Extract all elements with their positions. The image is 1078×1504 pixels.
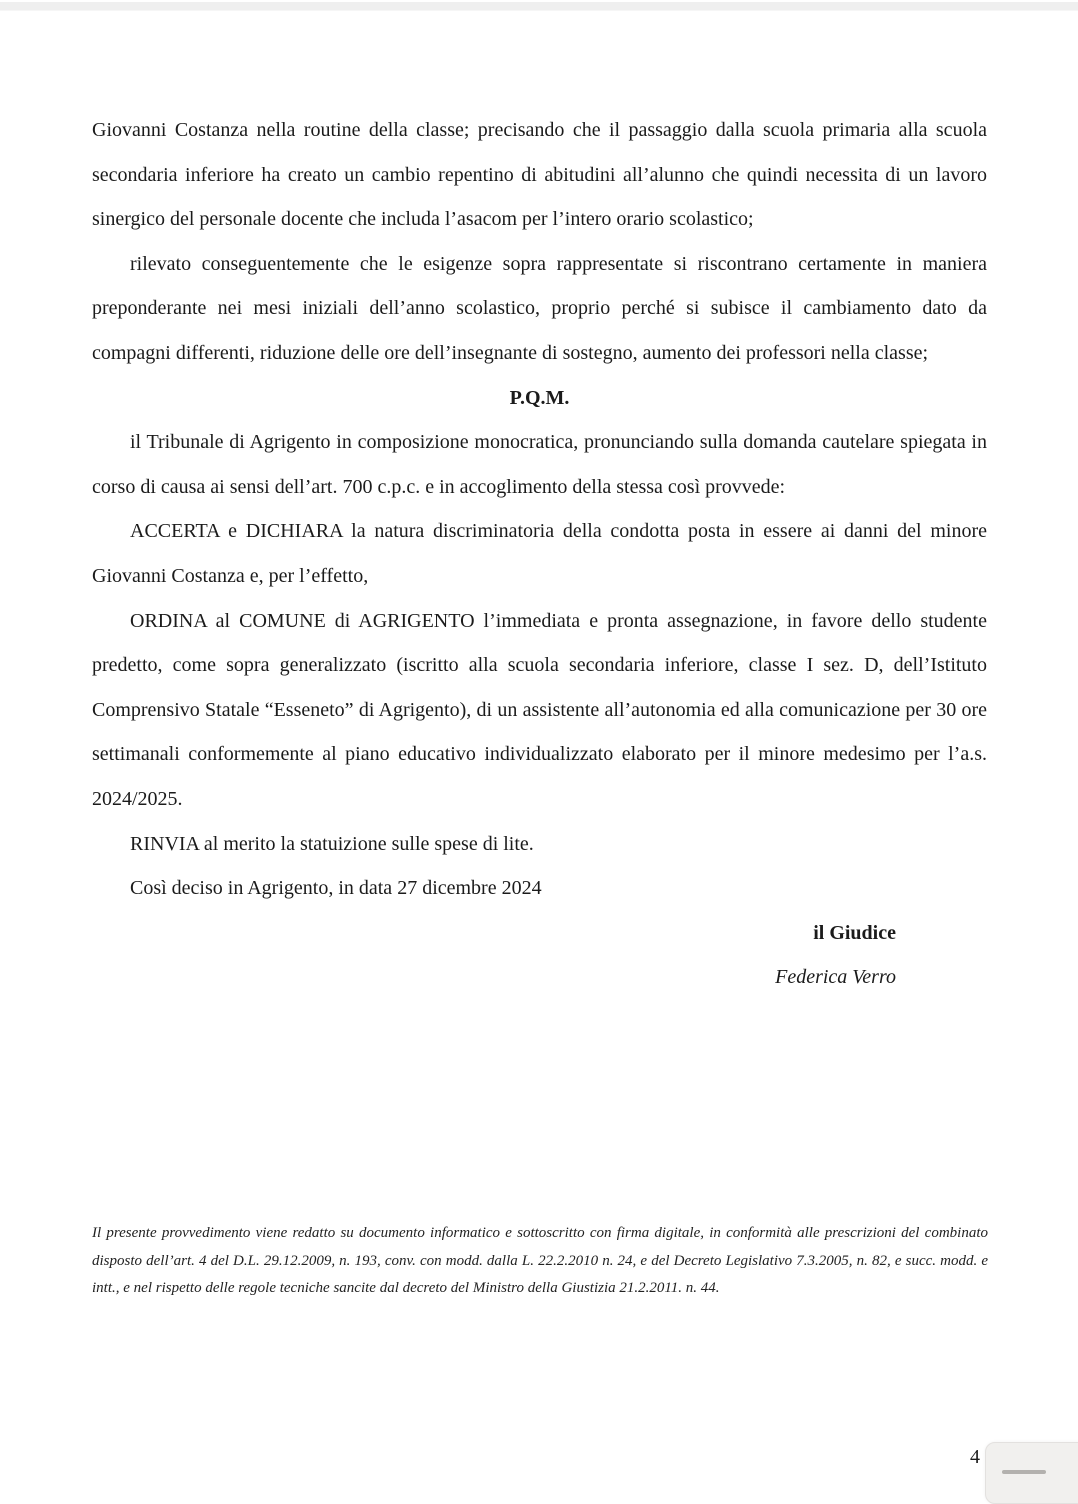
signature-block — [92, 911, 987, 1000]
body-paragraph: Giovanni Costanza nella routine della classe; precisando che il passaggio dalla scuola primaria alla scuola secondaria inferiore ha creato un cambio repentino di abitudini all’alunno che quindi necessita di un lavoro sinergico del personale docente che includa l’asacom per l’intero orario scolastico; — [92, 119, 987, 231]
signature-name: Federica Verro — [775, 966, 896, 989]
scroll-widget[interactable] — [985, 1442, 1078, 1504]
judgment-text — [92, 108, 987, 1000]
ruling-paragraph: ORDINA al COMUNE di AGRIGENTO l’immediata e pronta assegnazione, in favore dello studente predetto, come sopra generalizzato (iscritto alla scuola secondaria inferiore, classe I sez. D, dell’Istituto Comprensivo Statale “Esseneto” di Agrigento), di un assistente all’autonomia ed alla comunicazione per 30 ore settimanali conformemente al piano educativo individualizzato elaborato per il minore medesimo per l’a.s. 2024/2025. — [92, 609, 987, 810]
pqm-heading: P.Q.M. — [509, 386, 570, 409]
ruling-paragraph: ACCERTA e DICHIARA la natura discriminatoria della condotta posta in essere ai danni del minore Giovanni Costanza e, per l’effetto, — [92, 520, 987, 587]
ruling-paragraph: RINVIA al merito la statuizione sulle spese di lite. — [130, 832, 534, 855]
drag-handle-icon[interactable] — [1002, 1470, 1046, 1474]
body-paragraph: rilevato conseguentemente che le esigenze sopra rappresentate si riscontrano certamente in maniera preponderante nei mesi iniziali dell’anno scolastico, proprio perché si subisce il cambiamento dato da compagni differenti, riduzione delle ore dell’insegnante di sostegno, aumento dei professori nella classe; — [92, 252, 987, 364]
page-number-label: 4 — [970, 1446, 980, 1468]
page-top-edge — [0, 2, 1078, 11]
ruling-paragraph: il Tribunale di Agrigento in composizione monocratica, pronunciando sulla domanda cautelare spiegata in corso di causa ai sensi dell’art. 700 c.p.c. e in accoglimento della stessa così provvede: — [92, 431, 987, 498]
signature-role: il Giudice — [813, 921, 896, 944]
footnote: Il presente provvedimento viene redatto su documento informatico e sottoscritto con firma digitale, in conformità alle prescrizioni del combinato disposto dell’art. 4 del D.L. 29.12.2009, n. 193, conv. con modd. dalla L. 22.2.2010 n. 24, e del Decreto Legislativo 7.3.2005, n. 82, e succ. modd. e intt., e nel rispetto delle regole tecniche sancite dal decreto del Ministro della Giustizia 21.2.2011. n. 44. — [92, 1225, 988, 1296]
decision-date-line: Così deciso in Agrigento, in data 27 dicembre 2024 — [130, 877, 542, 900]
